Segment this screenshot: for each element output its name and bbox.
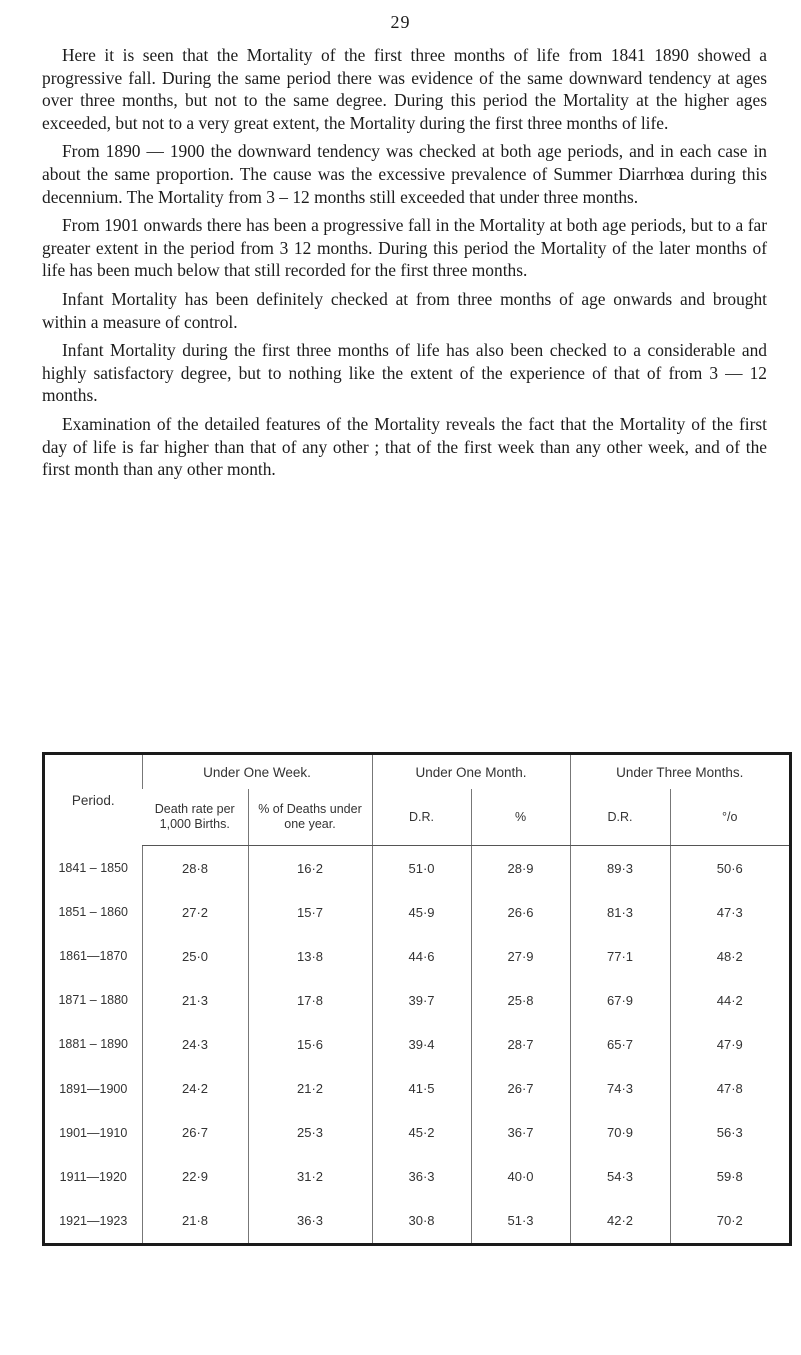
subheader-percent-deaths: % of Deaths under one year. — [248, 789, 372, 846]
value-cell: 44·2 — [670, 978, 789, 1022]
value-cell: 24·3 — [142, 1022, 248, 1066]
value-cell: 25·3 — [248, 1111, 372, 1155]
value-cell: 15·6 — [248, 1022, 372, 1066]
mortality-table-frame — [42, 752, 792, 1246]
value-cell: 56·3 — [670, 1111, 789, 1155]
value-cell: 21·2 — [248, 1067, 372, 1111]
value-cell: 21·8 — [142, 1199, 248, 1243]
value-cell: 81·3 — [570, 890, 670, 934]
value-cell: 65·7 — [570, 1022, 670, 1066]
value-cell: 44·6 — [372, 934, 471, 978]
table-row — [45, 1155, 789, 1199]
value-cell: 77·1 — [570, 934, 670, 978]
table-row — [45, 846, 789, 891]
value-cell: 26·6 — [471, 890, 570, 934]
period-cell: 1921—1923 — [59, 1213, 128, 1228]
group-under-one-week: Under One Week. — [142, 755, 372, 789]
value-cell: 26·7 — [471, 1067, 570, 1111]
value-cell: 28·9 — [471, 846, 570, 891]
period-cell: 1901—1910 — [59, 1125, 128, 1140]
period-cell: 1881 – 1890 — [58, 1037, 128, 1052]
value-cell: 13·8 — [248, 934, 372, 978]
table-row — [45, 1067, 789, 1111]
value-cell: 89·3 — [570, 846, 670, 891]
period-cell: 1841 – 1850 — [58, 860, 128, 875]
paragraph-2: From 1890 — 1900 the downward tendency was checked at both age periods, and in each case in about the same proportion. The cause was the excessive prevalence of Summer Diarrhœa during this decennium. The Mortality from 3 – 12 months still exceeded that under three months. — [42, 141, 767, 207]
value-cell: 25·0 — [142, 934, 248, 978]
value-cell: 70·9 — [570, 1111, 670, 1155]
paragraph-6: Examination of the detailed features of the Mortality reveals the fact that the Mortality of the first day of life is far higher than that of any other ; that of the first week than any other week, and of the first month than any other month. — [42, 413, 767, 480]
value-cell: 28·8 — [142, 846, 248, 891]
value-cell: 45·2 — [372, 1111, 471, 1155]
value-cell: 27·2 — [142, 890, 248, 934]
value-cell: 27·9 — [471, 934, 570, 978]
value-cell: 39·7 — [372, 978, 471, 1022]
period-header: Period. — [71, 792, 115, 808]
subheader-three-months-percent: °/o — [670, 789, 789, 846]
page-number: 29 — [390, 12, 411, 32]
paragraph-3: From 1901 onwards there has been a progressive fall in the Mortality at both age periods, but to a far greater extent in the period from 3 12 months. During this period the Mortality of the later months of life has been much below that still recorded for the first three months. — [42, 215, 767, 281]
period-cell: 1891—1900 — [59, 1081, 128, 1096]
value-cell: 22·9 — [142, 1155, 248, 1199]
subheader-month-percent: % — [471, 789, 570, 846]
value-cell: 47·9 — [670, 1022, 789, 1066]
value-cell: 51·0 — [372, 846, 471, 891]
value-cell: 15·7 — [248, 890, 372, 934]
period-cell: 1851 – 1860 — [58, 905, 128, 920]
value-cell: 41·5 — [372, 1067, 471, 1111]
value-cell: 51·3 — [471, 1199, 570, 1243]
value-cell: 54·3 — [570, 1155, 670, 1199]
mortality-table — [45, 755, 789, 1243]
value-cell: 28·7 — [471, 1022, 570, 1066]
value-cell: 47·8 — [670, 1067, 789, 1111]
table-group-header-row — [45, 755, 789, 789]
value-cell: 74·3 — [570, 1067, 670, 1111]
value-cell: 42·2 — [570, 1199, 670, 1243]
value-cell: 67·9 — [570, 978, 670, 1022]
table-row — [45, 978, 789, 1022]
value-cell: 70·2 — [670, 1199, 789, 1243]
paragraph-5: Infant Mortality during the first three months of life has also been checked to a considerable and highly satisfactory degree, but to nothing like the extent of the experience of that of from 3 — 12 months. — [42, 340, 767, 406]
value-cell: 36·3 — [372, 1155, 471, 1199]
table-row — [45, 934, 789, 978]
value-cell: 30·8 — [372, 1199, 471, 1243]
value-cell: 25·8 — [471, 978, 570, 1022]
value-cell: 17·8 — [248, 978, 372, 1022]
value-cell: 48·2 — [670, 934, 789, 978]
value-cell: 59·8 — [670, 1155, 789, 1199]
value-cell: 45·9 — [372, 890, 471, 934]
value-cell: 26·7 — [142, 1111, 248, 1155]
period-cell: 1871 – 1880 — [58, 993, 128, 1008]
value-cell: 31·2 — [248, 1155, 372, 1199]
value-cell: 36·3 — [248, 1199, 372, 1243]
period-cell: 1911—1920 — [59, 1169, 127, 1184]
table-row — [45, 1111, 789, 1155]
value-cell: 36·7 — [471, 1111, 570, 1155]
table-row — [45, 1199, 789, 1243]
value-cell: 47·3 — [670, 890, 789, 934]
value-cell: 50·6 — [670, 846, 789, 891]
paragraph-4: Infant Mortality has been definitely checked at from three months of age onwards and brought within a measure of control. — [42, 288, 767, 332]
value-cell: 39·4 — [372, 1022, 471, 1066]
paragraph-1: Here it is seen that the Mortality of the first three months of life from 1841 1890 showed a progressive fall. During the same period there was evidence of the same downward tendency at ages over three months, but not to the same degree. During this period the Mortality at the higher ages exceeded, but not to a very great extent, the Mortality during the first three months of life. — [42, 45, 767, 133]
period-cell: 1861—1870 — [59, 949, 128, 964]
table-subheader-row — [45, 789, 789, 846]
value-cell: 16·2 — [248, 846, 372, 891]
value-cell: 21·3 — [142, 978, 248, 1022]
table-row — [45, 890, 789, 934]
group-under-three-months: Under Three Months. — [570, 755, 789, 789]
table-row — [45, 1022, 789, 1066]
subheader-month-dr: D.R. — [372, 789, 471, 846]
group-under-one-month: Under One Month. — [372, 755, 570, 789]
value-cell: 24·2 — [142, 1067, 248, 1111]
subheader-three-months-dr: D.R. — [570, 789, 670, 846]
body-text — [42, 44, 767, 487]
value-cell: 40·0 — [471, 1155, 570, 1199]
subheader-death-rate: Death rate per 1,000 Births. — [142, 789, 248, 846]
